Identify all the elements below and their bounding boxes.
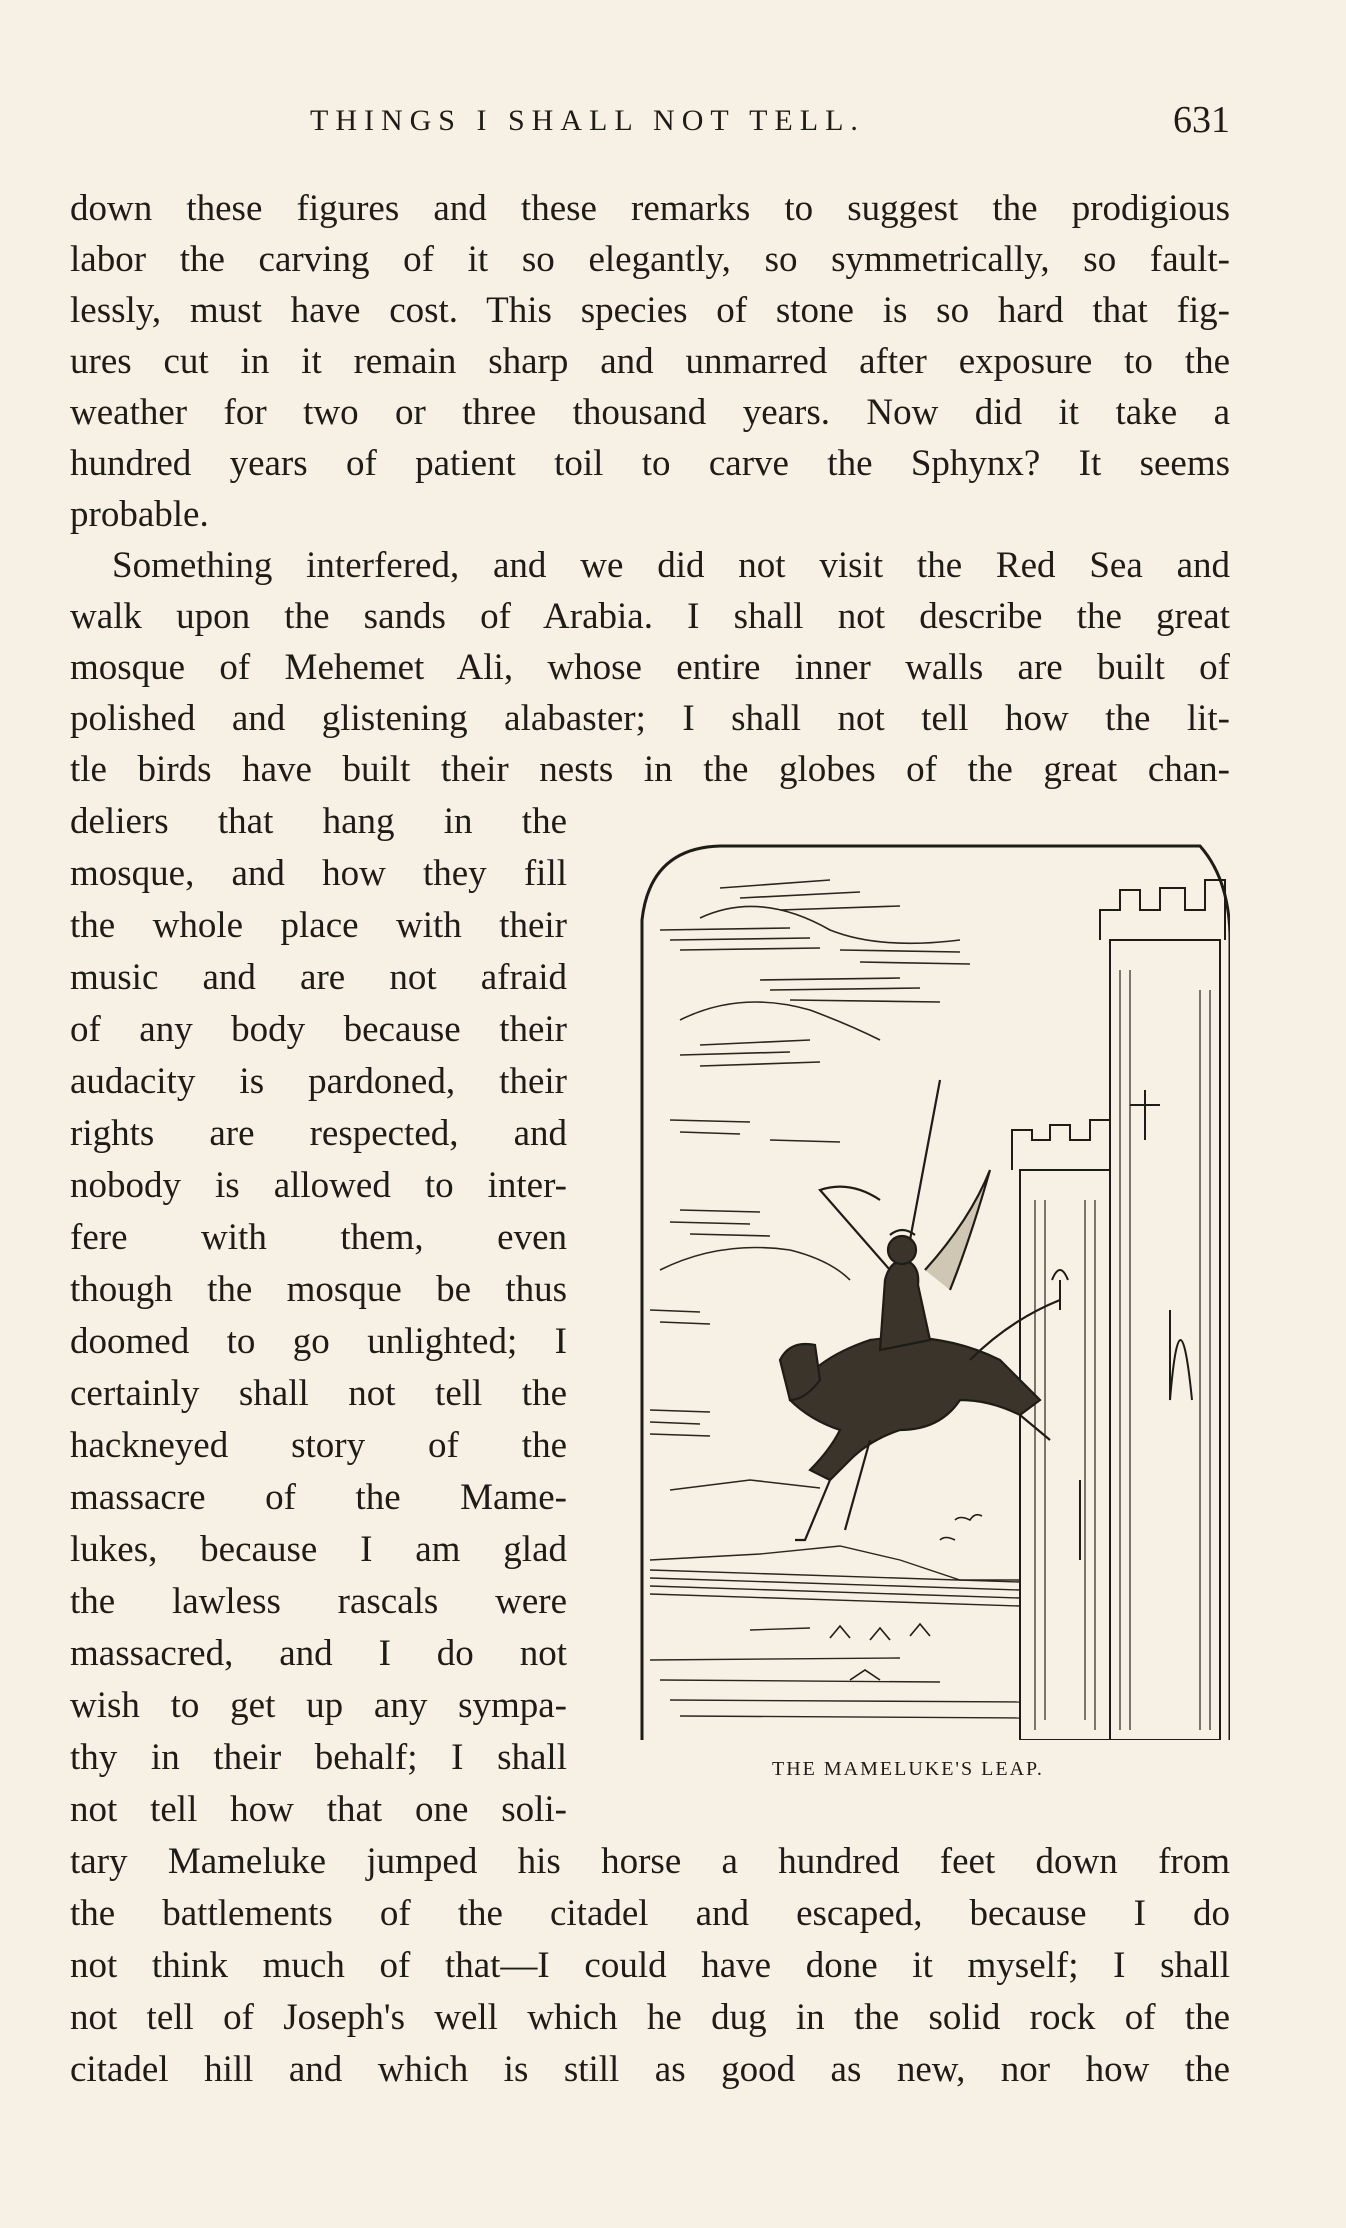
text-line: the lawless rascals were bbox=[70, 1581, 567, 1622]
text-line: probable. bbox=[70, 494, 209, 535]
text-line: massacre of the Mame- bbox=[70, 1477, 567, 1518]
text-line: deliers that hang in the bbox=[70, 801, 567, 842]
text-line: mosque, and how they fill bbox=[70, 853, 567, 894]
text-line: of any body because their bbox=[70, 1009, 567, 1050]
tower-hatching bbox=[1035, 970, 1210, 1730]
figure-frame bbox=[642, 846, 1230, 1740]
horse-and-rider bbox=[780, 1080, 1060, 1540]
engraving-figure bbox=[640, 840, 1230, 1780]
text-line: tary Mameluke jumped his horse a hundred feet down from bbox=[70, 1841, 1230, 1882]
text-line: rights are respected, and bbox=[70, 1113, 567, 1154]
text-line: thy in their behalf; I shall bbox=[70, 1737, 567, 1778]
text-line: hackneyed story of the bbox=[70, 1425, 567, 1466]
text-line: mosque of Mehemet Ali, whose entire inner walls are built of bbox=[70, 647, 1230, 688]
text-line: polished and glistening alabaster; I shall not tell how the lit- bbox=[70, 698, 1230, 739]
text-line: not think much of that—I could have done it myself; I shall bbox=[70, 1945, 1230, 1986]
figure-caption: THE MAMELUKE'S LEAP. bbox=[772, 1758, 1044, 1780]
text-line: nobody is allowed to inter- bbox=[70, 1165, 567, 1206]
text-line: citadel hill and which is still as good as new, nor how the bbox=[70, 2049, 1230, 2090]
text-line: walk upon the sands of Arabia. I shall not describe the great bbox=[70, 596, 1230, 637]
text-line: doomed to go unlighted; I bbox=[70, 1321, 567, 1362]
text-line: wish to get up any sympa- bbox=[70, 1685, 567, 1726]
text-line: down these figures and these remarks to suggest the prodigious bbox=[70, 188, 1230, 229]
text-line: the whole place with their bbox=[70, 905, 567, 946]
paragraph-first-line: Something interfered, and we did not visit the Red Sea and bbox=[112, 545, 1230, 586]
text-line: lukes, because I am glad bbox=[70, 1529, 567, 1570]
text-line: certainly shall not tell the bbox=[70, 1373, 567, 1414]
mameluke-leap-engraving bbox=[640, 840, 1230, 1740]
text-line: though the mosque be thus bbox=[70, 1269, 567, 1310]
text-line: hundred years of patient toil to carve the Sphynx? It seems bbox=[70, 443, 1230, 484]
text-line: labor the carving of it so elegantly, so symmetrically, so fault- bbox=[70, 239, 1230, 280]
text-line: audacity is pardoned, their bbox=[70, 1061, 567, 1102]
text-line: not tell how that one soli- bbox=[70, 1789, 567, 1830]
text-line: ures cut in it remain sharp and unmarred after exposure to the bbox=[70, 341, 1230, 382]
page-header bbox=[70, 98, 1230, 148]
birds bbox=[830, 1515, 982, 1680]
page-number: 631 bbox=[1173, 99, 1230, 141]
text-line: massacred, and I do not bbox=[70, 1633, 567, 1674]
text-line: tle birds have built their nests in the globes of the great chan- bbox=[70, 749, 1230, 790]
text-line: lessly, must have cost. This species of stone is so hard that fig- bbox=[70, 290, 1230, 331]
text-line: weather for two or three thousand years. Now did it take a bbox=[70, 392, 1230, 433]
running-head: THINGS I SHALL NOT TELL. bbox=[310, 104, 865, 137]
text-line: the battlements of the citadel and escaped, because I do bbox=[70, 1893, 1230, 1934]
citadel-tower bbox=[1012, 880, 1225, 1740]
text-line: music and are not afraid bbox=[70, 957, 567, 998]
text-line: fere with them, even bbox=[70, 1217, 567, 1258]
text-line: not tell of Joseph's well which he dug in the solid rock of the bbox=[70, 1997, 1230, 2038]
